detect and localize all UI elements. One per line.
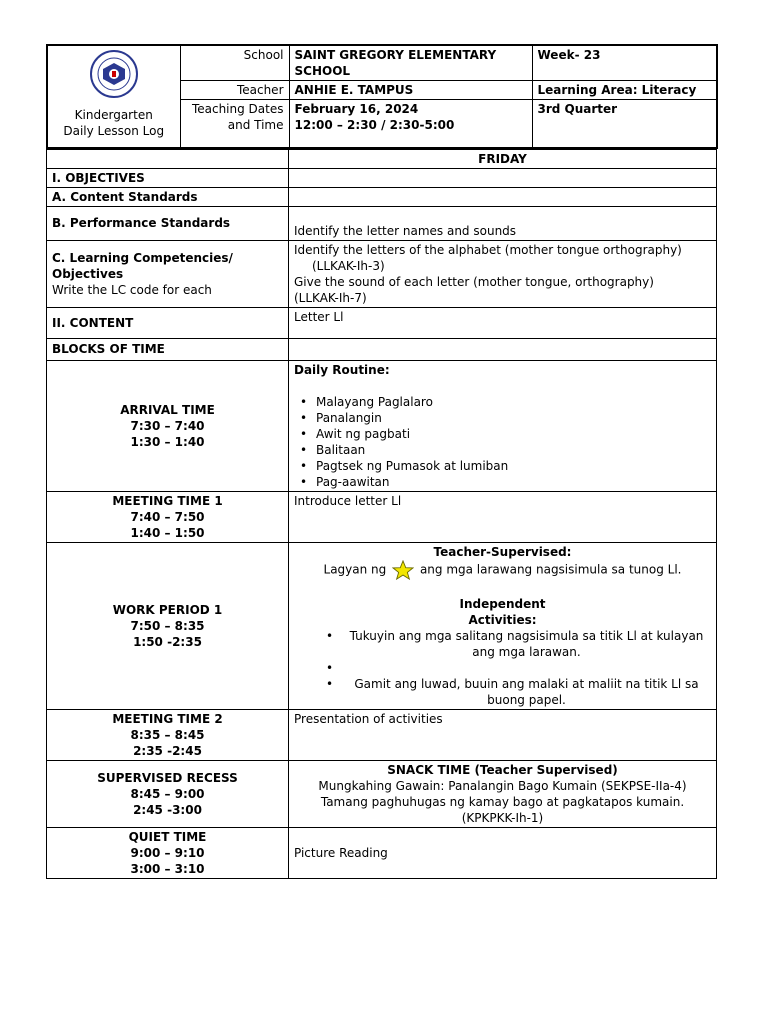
log-title-line1: Kindergarten (74, 108, 153, 122)
performance-standards-label: B. Performance Standards (47, 206, 289, 240)
meeting2-title: MEETING TIME 2 (112, 711, 223, 726)
meeting2-time2: 2:35 -2:45 (133, 743, 202, 758)
ts-before-star: Lagyan ng (323, 562, 387, 576)
list-item: • Awit ng pagbati (316, 426, 711, 442)
snack-title: SNACK TIME (Teacher Supervised) (387, 762, 618, 777)
teacher-label: Teacher (180, 81, 289, 100)
quiet-time1: 9:00 – 9:10 (130, 845, 205, 860)
recess-time1: 8:45 – 9:00 (130, 786, 205, 801)
teacher-supervised-text (294, 560, 711, 580)
header-title-cell (47, 45, 180, 148)
header-table (46, 44, 718, 149)
list-item: • Balitaan (316, 442, 711, 458)
deped-seal-icon (89, 49, 139, 99)
competencies-value (289, 240, 717, 307)
recess-time2: 2:45 -3:00 (133, 802, 202, 817)
dates-value-line2: 12:00 – 2:30 / 2:30-5:00 (294, 118, 455, 132)
arrival-time-cell (47, 360, 289, 491)
log-title-line2: Daily Lesson Log (63, 124, 165, 138)
list-item: • Malayang Paglalaro (316, 394, 711, 410)
week-value: Week- 23 (532, 45, 717, 81)
blocks-of-time-value (289, 338, 717, 360)
recess-line1: Mungkahing Gawain: Panalangin Bago Kumain (SEKPSE-IIa-4) (318, 778, 687, 793)
dates-value-line1: February 16, 2024 (294, 102, 419, 116)
meeting2-time-cell (47, 709, 289, 760)
learning-area: Learning Area: Literacy (532, 81, 717, 100)
recess-line2: Tamang paghuhugas ng kamay bago at pagkatapos kumain. (KPKPKK-Ih-1) (320, 794, 685, 825)
arrival-time2: 1:30 – 1:40 (130, 434, 205, 449)
list-item: • Panalangin (316, 410, 711, 426)
routine-label: Daily Routine: (294, 362, 390, 377)
list-item: • Pag-aawitan (316, 474, 711, 490)
list-item: • Gamit ang luwad, buuin ang malaki at maliit na titik Ll sa buong papel. (342, 676, 711, 708)
lesson-body-table (46, 149, 717, 879)
competencies-label (47, 240, 289, 307)
arrival-activity-cell (289, 360, 717, 491)
competency-1-code: (LLKAK-Ih-3) (312, 258, 385, 273)
arrival-time1: 7:30 – 7:40 (130, 418, 205, 433)
dates-value (289, 100, 532, 148)
routine-list (294, 394, 711, 490)
content-value: Letter Ll (289, 307, 717, 338)
recess-title: SUPERVISED RECESS (97, 770, 238, 785)
school-label: School (180, 45, 289, 81)
content-standards-value (289, 187, 717, 206)
lesson-log-page (46, 44, 716, 879)
quarter-value: 3rd Quarter (532, 100, 717, 148)
competencies-line3: Write the LC code for each (52, 282, 212, 297)
independent-list (294, 628, 711, 708)
day-label: FRIDAY (289, 149, 717, 168)
school-value: SAINT GREGORY ELEMENTARY SCHOOL (289, 45, 532, 81)
list-item: • Tukuyin ang mga salitang nagsisimula sa titik Ll at kulayan ang mga larawan. (342, 628, 711, 660)
meeting1-title: MEETING TIME 1 (112, 493, 223, 508)
quiet-activity: Picture Reading (289, 827, 717, 878)
work1-time-cell (47, 542, 289, 709)
content-standards-label: A. Content Standards (47, 187, 289, 206)
recess-time-cell (47, 760, 289, 827)
competency-1: Identify the letters of the alphabet (mother tongue orthography) (294, 242, 682, 257)
meeting2-time1: 8:35 – 8:45 (130, 727, 205, 742)
teacher-value: ANHIE E. TAMPUS (289, 81, 532, 100)
independent-line1: Independent (459, 596, 546, 611)
meeting1-activity: Introduce letter Ll (289, 491, 717, 542)
blocks-of-time-label: BLOCKS OF TIME (47, 338, 289, 360)
competency-2-code: (LLKAK-Ih-7) (294, 290, 367, 305)
work1-title: WORK PERIOD 1 (112, 602, 223, 617)
list-item: • Pagtsek ng Pumasok at lumiban (316, 458, 711, 474)
quiet-time-cell (47, 827, 289, 878)
quiet-title: QUIET TIME (128, 829, 207, 844)
competencies-line2: Objectives (52, 266, 124, 281)
objectives-value (289, 168, 717, 187)
meeting1-time-cell (47, 491, 289, 542)
list-spacer (342, 660, 711, 676)
work1-time2: 1:50 -2:35 (133, 634, 202, 649)
meeting1-time2: 1:40 – 1:50 (130, 525, 205, 540)
work1-activity-cell (289, 542, 717, 709)
quiet-time2: 3:00 – 3:10 (130, 861, 205, 876)
content-label: II. CONTENT (47, 307, 289, 338)
dates-label: Teaching Dates and Time (180, 100, 289, 148)
recess-activity-cell (289, 760, 717, 827)
meeting2-activity: Presentation of activities (289, 709, 717, 760)
performance-standards-value: Identify the letter names and sounds (289, 206, 717, 240)
teacher-supervised-label: Teacher-Supervised: (433, 544, 572, 559)
arrival-title: ARRIVAL TIME (120, 402, 215, 417)
independent-line2: Activities: (468, 612, 537, 627)
competency-2: Give the sound of each letter (mother tongue, orthography) (294, 274, 654, 289)
ts-after-star: ang mga larawang nagsisimula sa tunog Ll. (419, 562, 682, 576)
work1-time1: 7:50 – 8:35 (130, 618, 205, 633)
meeting1-time1: 7:40 – 7:50 (130, 509, 205, 524)
blank-day-cell (47, 149, 289, 168)
objectives-label: I. OBJECTIVES (47, 168, 289, 187)
competencies-line1: C. Learning Competencies/ (52, 250, 233, 265)
star-icon (392, 560, 414, 580)
